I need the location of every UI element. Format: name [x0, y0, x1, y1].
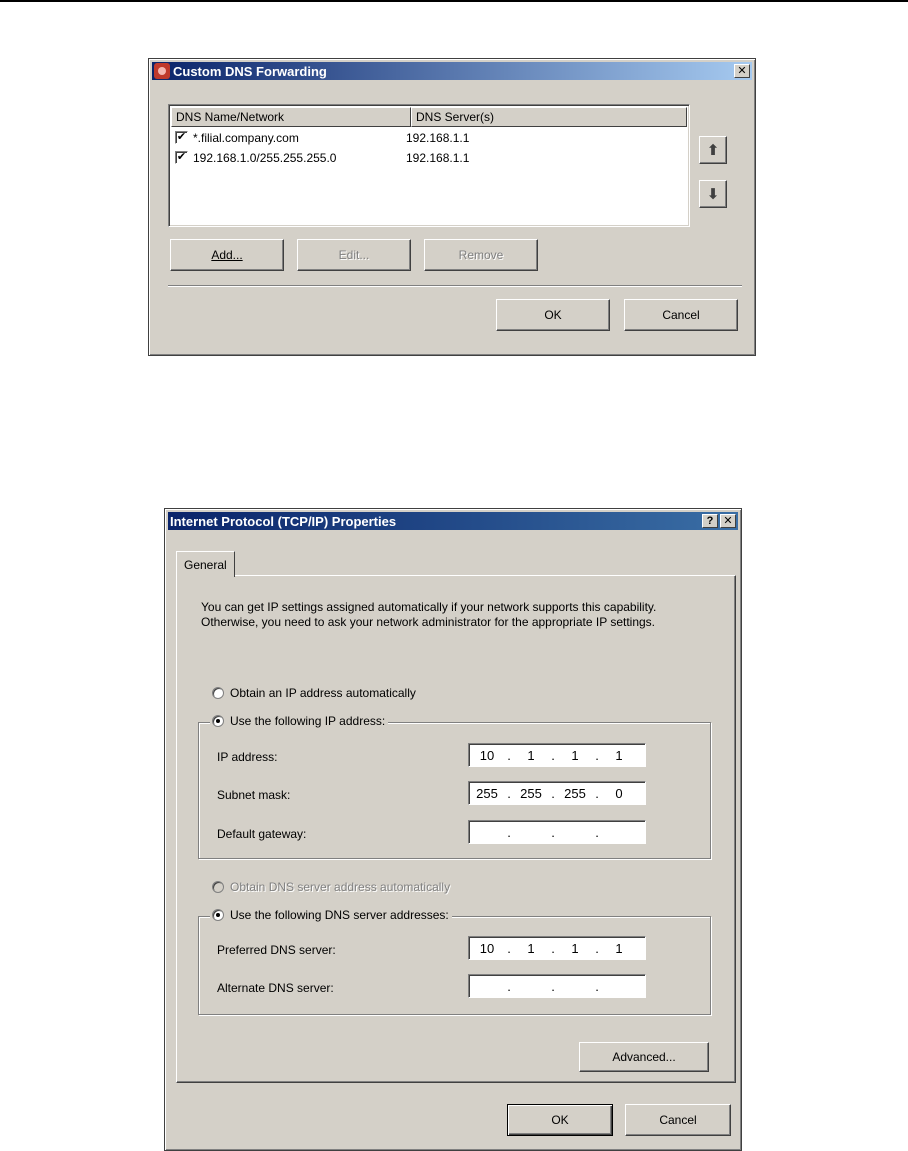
radio-use-dns[interactable]: [210, 908, 452, 922]
ip-octet: 1: [527, 747, 535, 763]
ip-dot: .: [551, 785, 555, 801]
tab-general[interactable]: [176, 551, 235, 577]
tcpip-cancel-button[interactable]: [625, 1104, 731, 1136]
default-gateway-label: Default gateway:: [217, 827, 307, 841]
ok-button-label: OK: [544, 308, 562, 322]
remove-button[interactable]: [424, 239, 538, 271]
dns-app-icon: [154, 63, 170, 79]
ip-octet: 1: [527, 940, 535, 956]
ip-dot: .: [551, 940, 555, 956]
dns-dialog-separator: [168, 285, 742, 287]
dns-dialog-titlebar[interactable]: [152, 62, 752, 80]
radio-obtain-ip-auto-label: Obtain an IP address automatically: [230, 686, 416, 700]
tcpip-dialog-titlebar[interactable]: [168, 512, 738, 530]
dns-server-group: [198, 916, 711, 1015]
ip-octet: 10: [479, 747, 495, 763]
move-up-button[interactable]: [699, 136, 727, 164]
radio-obtain-ip-auto[interactable]: [212, 686, 419, 700]
dns-forwarding-list[interactable]: [168, 104, 690, 227]
dns-forwarding-dialog: [148, 58, 756, 356]
radio-use-ip[interactable]: [210, 714, 388, 728]
subnet-mask-input[interactable]: [468, 781, 646, 805]
close-icon[interactable]: ✕: [734, 64, 750, 78]
ip-dot: .: [551, 824, 555, 840]
tcpip-ok-button[interactable]: [507, 1104, 613, 1136]
tab-general-label: General: [184, 557, 227, 572]
ip-dot: .: [595, 940, 599, 956]
checkbox-icon[interactable]: ✔: [176, 131, 187, 143]
list-header: [171, 107, 687, 127]
ip-octet: 255: [564, 785, 586, 801]
ip-dot: .: [551, 747, 555, 763]
column-header-dns-server[interactable]: DNS Server(s): [411, 107, 687, 127]
list-item-name: 192.168.1.0/255.255.255.0: [193, 150, 337, 165]
radio-use-ip-label: Use the following IP address:: [230, 714, 386, 728]
ip-octet: 1: [615, 747, 623, 763]
list-item[interactable]: [175, 149, 469, 166]
list-item-server: 192.168.1.1: [406, 150, 470, 165]
ip-dot: .: [507, 940, 511, 956]
move-down-button[interactable]: [699, 180, 727, 208]
ip-octet: 0: [615, 785, 623, 801]
column-header-dns-name[interactable]: DNS Name/Network: [171, 107, 411, 127]
ip-octet: 10: [479, 940, 495, 956]
page-top-rule: [0, 0, 908, 2]
settings-description: You can get IP settings assigned automatically if your network supports this capability. Otherwise, you need to ask your network administrator for the appropriate IP settings.: [201, 600, 657, 629]
list-item-name: *.filial.company.com: [193, 130, 299, 145]
ip-dot: .: [595, 824, 599, 840]
radio-button-icon[interactable]: [212, 909, 224, 921]
checkbox-icon[interactable]: ✔: [176, 151, 187, 163]
help-icon[interactable]: ?: [702, 514, 718, 528]
ok-button-label: OK: [551, 1113, 569, 1127]
remove-button-label: Remove: [458, 248, 504, 262]
add-button-label: Add...: [211, 248, 243, 262]
radio-button-icon[interactable]: [212, 881, 224, 893]
list-item[interactable]: [175, 129, 469, 146]
ip-address-input[interactable]: [468, 743, 646, 767]
arrow-up-icon: ⬆: [706, 142, 720, 159]
ip-octet: 255: [476, 785, 498, 801]
subnet-mask-label: Subnet mask:: [217, 788, 291, 802]
arrow-down-icon: ⬇: [706, 186, 720, 203]
advanced-button[interactable]: [579, 1042, 709, 1072]
tcpip-dialog-title: Internet Protocol (TCP/IP) Properties: [170, 513, 397, 529]
ip-octet: 1: [571, 747, 579, 763]
alternate-dns-label: Alternate DNS server:: [217, 981, 334, 995]
ip-octet: 1: [615, 940, 623, 956]
dns-dialog-title: Custom DNS Forwarding: [173, 63, 327, 79]
close-icon[interactable]: ✕: [720, 514, 736, 528]
edit-button-label: Edit...: [338, 248, 370, 262]
ip-dot: .: [507, 747, 511, 763]
add-button[interactable]: [170, 239, 284, 271]
ip-octet: 255: [520, 785, 542, 801]
radio-obtain-dns-auto-label: Obtain DNS server address automatically: [230, 880, 451, 894]
tcpip-properties-dialog: [164, 508, 742, 1151]
radio-use-dns-label: Use the following DNS server addresses:: [230, 908, 449, 922]
ip-dot: .: [507, 824, 511, 840]
ip-address-label: IP address:: [217, 750, 278, 764]
default-gateway-input[interactable]: [468, 820, 646, 844]
ip-dot: .: [551, 978, 555, 994]
radio-obtain-dns-auto[interactable]: [212, 880, 453, 894]
ip-dot: .: [507, 978, 511, 994]
edit-button[interactable]: [297, 239, 411, 271]
ip-dot: .: [507, 785, 511, 801]
ip-octet: 1: [571, 940, 579, 956]
ip-dot: .: [595, 785, 599, 801]
dns-cancel-button[interactable]: [624, 299, 738, 331]
cancel-button-label: Cancel: [659, 1113, 697, 1127]
cancel-button-label: Cancel: [662, 308, 700, 322]
alternate-dns-input[interactable]: [468, 974, 646, 998]
ip-dot: .: [595, 978, 599, 994]
ip-dot: .: [595, 747, 599, 763]
preferred-dns-label: Preferred DNS server:: [217, 943, 336, 957]
list-item-server: 192.168.1.1: [406, 130, 470, 145]
dns-ok-button[interactable]: [496, 299, 610, 331]
advanced-button-label: Advanced...: [612, 1050, 676, 1064]
radio-button-icon[interactable]: [212, 687, 224, 699]
radio-button-icon[interactable]: [212, 715, 224, 727]
preferred-dns-input[interactable]: [468, 936, 646, 960]
